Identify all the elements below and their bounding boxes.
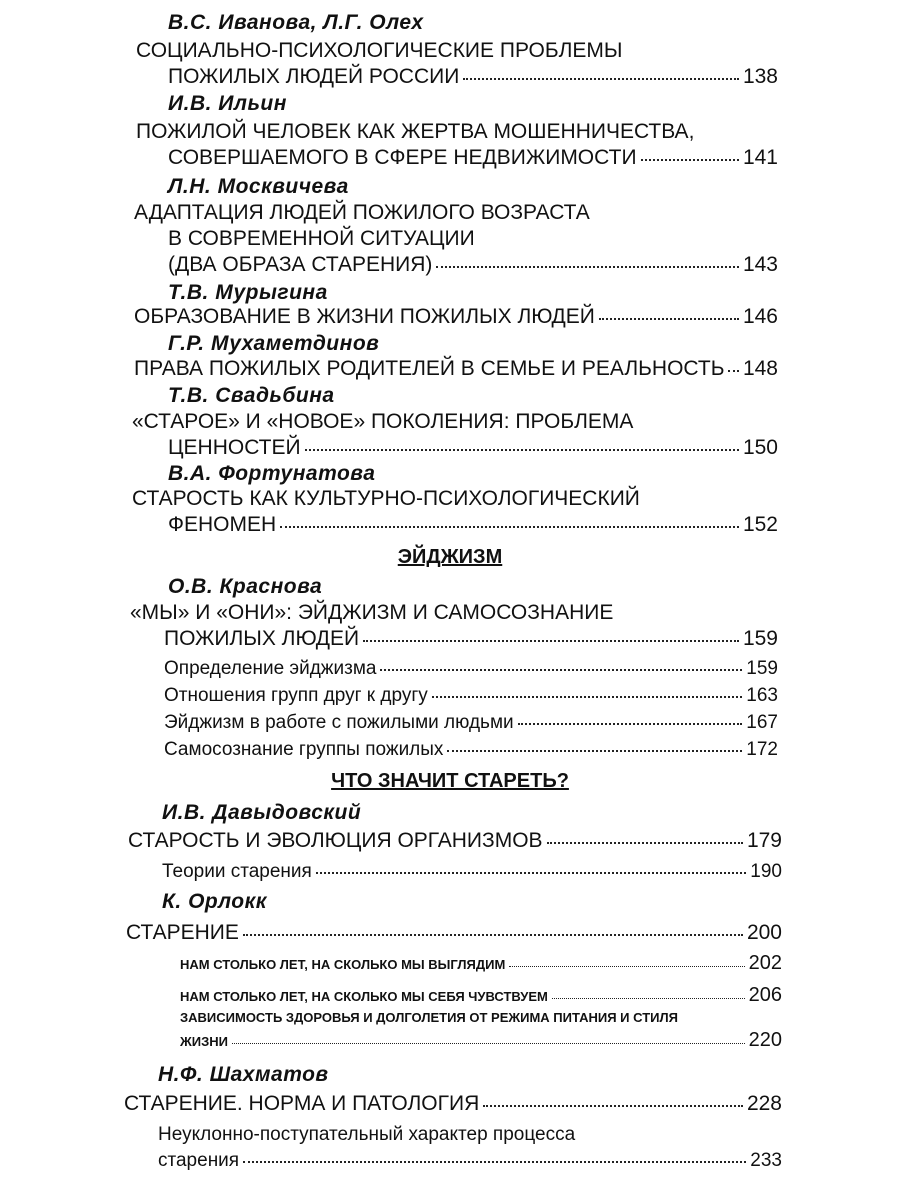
section-heading: ЭЙДЖИЗМ	[397, 546, 503, 568]
toc-title-line: «СТАРОЕ» И «НОВОЕ» ПОКОЛЕНИЯ: ПРОБЛЕМА	[132, 410, 634, 433]
page-number: 228	[746, 1092, 782, 1115]
leader-dots	[728, 369, 738, 372]
author-name: Т.В. Мурыгина	[168, 281, 328, 304]
toc-subentry: Неуклонно-поступательный характер процесса	[158, 1124, 576, 1145]
page-number: 167	[746, 712, 778, 733]
leader-dots	[232, 1042, 745, 1044]
page-number: 159	[746, 658, 778, 679]
leader-dots	[363, 639, 739, 642]
leader-dots	[305, 448, 739, 451]
toc-title-line: СТАРОСТЬ КАК КУЛЬТУРНО-ПСИХОЛОГИЧЕСКИЙ	[132, 487, 640, 510]
toc-subentry: Эйджизм в работе с пожилыми людьми 167	[164, 710, 778, 736]
page-number: 220	[748, 1029, 782, 1051]
author-name: Л.Н. Москвичева	[168, 175, 349, 198]
page-number: 163	[746, 685, 778, 706]
page-number: 159	[742, 627, 778, 650]
author-name: И.В. Давыдовский	[162, 801, 362, 824]
leader-dots	[432, 695, 743, 698]
page-number: 152	[742, 513, 778, 536]
toc-title-line: ПОЖИЛОЙ ЧЕЛОВЕК КАК ЖЕРТВА МОШЕННИЧЕСТВА,	[136, 120, 695, 143]
page-number: 150	[742, 436, 778, 459]
toc-title-line: «МЫ» И «ОНИ»: ЭЙДЖИЗМ И САМОСОЗНАНИЕ	[130, 601, 614, 624]
page-number: 172	[746, 739, 778, 760]
toc-title-line: (ДВА ОБРАЗА СТАРЕНИЯ) 143	[168, 253, 778, 276]
toc-title-line: ПОЖИЛЫХ ЛЮДЕЙ РОССИИ 138	[168, 65, 778, 88]
page-number: 138	[742, 65, 778, 88]
page-number: 146	[742, 305, 778, 328]
toc-title-line: ПРАВА ПОЖИЛЫХ РОДИТЕЛЕЙ В СЕМЬЕ И РЕАЛЬНОСТЬ 148	[134, 357, 778, 380]
toc-subentry: Теории старения 190	[162, 859, 782, 885]
leader-dots	[641, 158, 739, 161]
leader-dots	[483, 1104, 743, 1107]
author-name: И.В. Ильин	[168, 92, 287, 115]
toc-title-line: СТАРЕНИЕ 200	[126, 921, 782, 944]
author-name: Г.Р. Мухаметдинов	[168, 332, 380, 355]
toc-subentry: Самосознание группы пожилых 172	[164, 737, 778, 763]
leader-dots	[509, 965, 744, 967]
leader-dots	[552, 997, 745, 999]
toc-subentry: НАМ СТОЛЬКО ЛЕТ, НА СКОЛЬКО МЫ ВЫГЛЯДИМ 202	[180, 952, 782, 974]
section-heading: ЧТО ЗНАЧИТ СТАРЕТЬ?	[331, 770, 569, 792]
toc-title-line: ФЕНОМЕН 152	[168, 513, 778, 536]
toc-title-line: СОВЕРШАЕМОГО В СФЕРЕ НЕДВИЖИМОСТИ 141	[168, 146, 778, 169]
toc-title-line: СОЦИАЛЬНО-ПСИХОЛОГИЧЕСКИЕ ПРОБЛЕМЫ	[136, 39, 623, 62]
author-name: О.В. Краснова	[168, 575, 323, 598]
toc-title-line: АДАПТАЦИЯ ЛЮДЕЙ ПОЖИЛОГО ВОЗРАСТА	[134, 201, 590, 224]
leader-dots	[518, 722, 743, 725]
leader-dots	[380, 668, 742, 671]
author-name: В.С. Иванова, Л.Г. Олех	[168, 11, 424, 34]
toc-subentry: ЖИЗНИ 220	[180, 1029, 782, 1051]
page-number: 148	[742, 357, 778, 380]
author-name: К. Орлокк	[162, 890, 267, 913]
leader-dots	[436, 265, 739, 268]
leader-dots	[547, 841, 743, 844]
author-name: В.А. Фортунатова	[168, 462, 376, 485]
toc-title-line: ПОЖИЛЫХ ЛЮДЕЙ 159	[164, 627, 778, 650]
leader-dots	[599, 317, 739, 320]
toc-subentry: Определение эйджизма 159	[164, 656, 778, 682]
page-number: 200	[746, 921, 782, 944]
page-number: 206	[748, 984, 782, 1006]
leader-dots	[243, 1160, 746, 1163]
page-number: 233	[750, 1150, 782, 1171]
page-number: 190	[750, 861, 782, 882]
author-name: Н.Ф. Шахматов	[158, 1063, 329, 1086]
toc-subentry: ЗАВИСИМОСТЬ ЗДОРОВЬЯ И ДОЛГОЛЕТИЯ ОТ РЕЖИМА ПИТАНИЯ И СТИЛЯ	[180, 1010, 678, 1025]
author-name: Т.В. Свадьбина	[168, 384, 335, 407]
page-number: 202	[748, 952, 782, 974]
toc-title-line: СТАРОСТЬ И ЭВОЛЮЦИЯ ОРГАНИЗМОВ 179	[128, 829, 782, 852]
leader-dots	[316, 871, 746, 874]
toc-subentry: Отношения групп друг к другу 163	[164, 683, 778, 709]
page-number: 179	[746, 829, 782, 852]
toc-title-line: ОБРАЗОВАНИЕ В ЖИЗНИ ПОЖИЛЫХ ЛЮДЕЙ 146	[134, 305, 778, 328]
leader-dots	[447, 749, 742, 752]
page-number: 141	[742, 146, 778, 169]
leader-dots	[280, 525, 739, 528]
leader-dots	[463, 77, 739, 80]
toc-title-line: В СОВРЕМЕННОЙ СИТУАЦИИ	[168, 227, 475, 250]
toc-subentry: старения 233	[158, 1148, 782, 1174]
toc-subentry: НАМ СТОЛЬКО ЛЕТ, НА СКОЛЬКО МЫ СЕБЯ ЧУВСТВУЕМ 206	[180, 984, 782, 1006]
leader-dots	[243, 933, 743, 936]
page-number: 143	[742, 253, 778, 276]
toc-title-line: СТАРЕНИЕ. НОРМА И ПАТОЛОГИЯ 228	[124, 1092, 782, 1115]
toc-title-line: ЦЕННОСТЕЙ 150	[168, 436, 778, 459]
